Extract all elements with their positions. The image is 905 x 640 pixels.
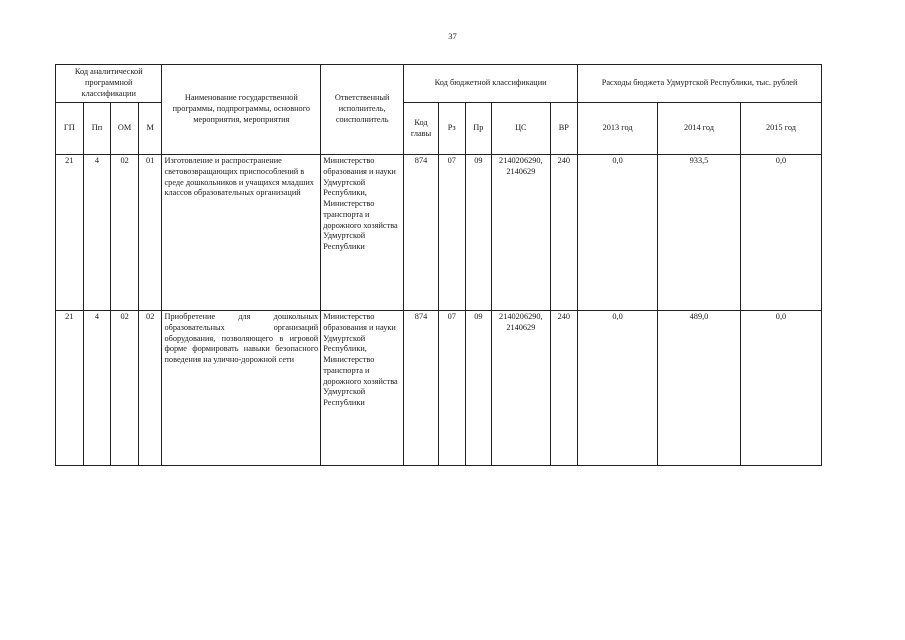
header-col-kod-glavy: Код главы [404,103,439,155]
cell-2015: 0,0 [740,155,821,311]
cell-m: 01 [138,155,162,311]
cell-2013: 0,0 [578,155,658,311]
cell-om: 02 [111,155,139,311]
cell-pr: 09 [465,155,492,311]
cell-2015: 0,0 [740,311,821,466]
cell-cs: 2140206290, 2140629 [492,155,550,311]
header-col-gp: ГП [56,103,84,155]
header-col-cs: ЦС [492,103,550,155]
header-col-pp: Пп [83,103,111,155]
header-executor: Ответственный исполнитель, соисполнитель [321,65,404,155]
cell-2013: 0,0 [578,311,658,466]
cell-om: 02 [111,311,139,466]
header-col-rz: Рз [438,103,465,155]
cell-vr: 240 [550,311,578,466]
cell-executor: Министерство образования и науки Удмуртской Республики, Министерство транспорта и дорожного хозяйства Удмуртской Республики [321,155,404,311]
header-col-2015: 2015 год [740,103,821,155]
cell-rz: 07 [438,155,465,311]
header-budget-group: Код бюджетной классификации [404,65,578,103]
cell-pp: 4 [83,311,111,466]
budget-table [55,64,822,466]
header-col-vr: ВР [550,103,578,155]
cell-gp: 21 [56,155,84,311]
header-col-pr: Пр [465,103,492,155]
cell-kod-glavy: 874 [404,311,439,466]
cell-cs: 2140206290, 2140629 [492,311,550,466]
cell-pp: 4 [83,155,111,311]
header-name: Наименование государственной программы, подпрограммы, основного мероприятия, мероприятия [162,65,321,155]
cell-2014: 489,0 [658,311,741,466]
header-code-group: Код аналитической программной классификации [56,65,162,103]
page-number: 37 [448,31,457,41]
table-row [56,155,822,311]
header-col-m: М [138,103,162,155]
header-expenses-group: Расходы бюджета Удмуртской Республики, тыс. рублей [578,65,822,103]
cell-vr: 240 [550,155,578,311]
cell-name: Изготовление и распространение световозвращающих приспособлений в среде дошкольников и учащихся младших классов образовательных организаций [162,155,321,311]
header-col-2013: 2013 год [578,103,658,155]
header-row-top [56,65,822,103]
table-row [56,311,822,466]
cell-gp: 21 [56,311,84,466]
header-col-om: ОМ [111,103,139,155]
cell-name: Приобретение для дошкольных образовательных организаций оборудования, позволяющего в игровой форме формировать навыки безопасного поведения на улично-дорожной сети [162,311,321,466]
cell-pr: 09 [465,311,492,466]
cell-2014: 933,5 [658,155,741,311]
cell-executor: Министерство образования и науки Удмуртской Республики, Министерство транспорта и дорожного хозяйства Удмуртской Республики [321,311,404,466]
header-col-2014: 2014 год [658,103,741,155]
cell-kod-glavy: 874 [404,155,439,311]
cell-m: 02 [138,311,162,466]
cell-rz: 07 [438,311,465,466]
